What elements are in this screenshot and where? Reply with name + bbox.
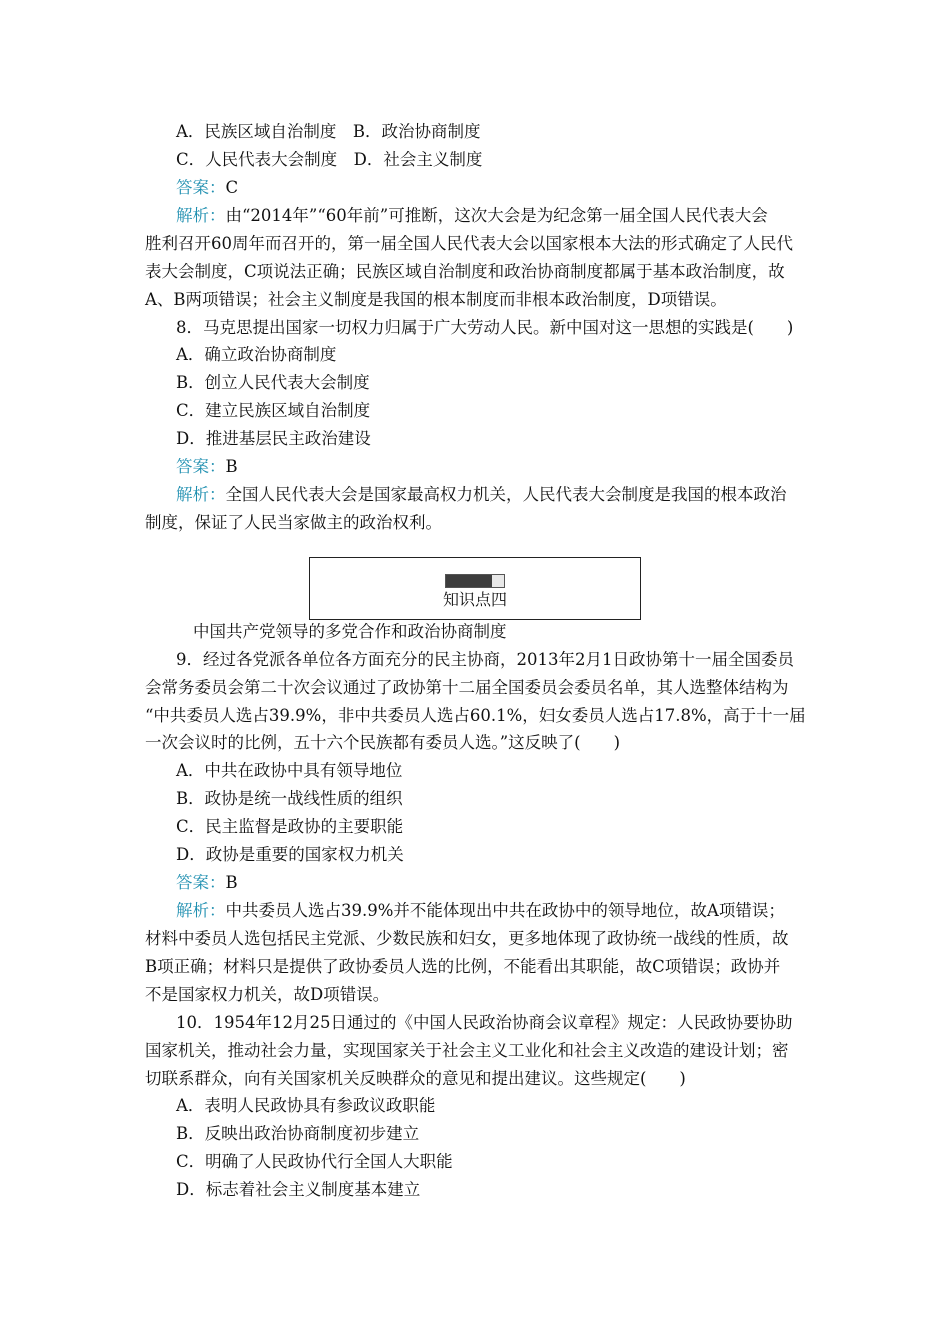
q7-analysis-line: 胜利召开60周年而召开的，第一届全国人民代表大会以国家根本大法的形式确定了人民代 bbox=[145, 234, 793, 253]
q10-stem-line: 国家机关，推动社会力量，实现国家关于社会主义工业化和社会主义改造的建设计划；密 bbox=[145, 1041, 789, 1060]
analysis-label: 解析： bbox=[176, 901, 226, 920]
q8-stem: 8．马克思提出国家一切权力归属于广大劳动人民。新中国对这一思想的实践是( ) bbox=[176, 318, 794, 337]
q8-answer bbox=[0, 453, 950, 481]
q9-stem-line: “中共委员人选占39.9%，非中共委员人选占60.1%，妇女委员人选占17.8%，高于十一届 bbox=[145, 706, 806, 725]
knowledge-point-box bbox=[309, 557, 641, 620]
q10-option-d: D．标志着社会主义制度基本建立 bbox=[176, 1180, 421, 1199]
q7-option-a: A．民族区域自治制度 bbox=[176, 122, 337, 141]
q9-option-c: C．民主监督是政协的主要职能 bbox=[176, 817, 404, 836]
q10-stem-line: 切联系群众，向有关国家机关反映群众的意见和提出建议。这些规定( ) bbox=[145, 1069, 686, 1088]
q8-analysis-line: 解析：全国人民代表大会是国家最高权力机关，人民代表大会制度是我国的根本政治 bbox=[176, 485, 787, 504]
q10-stem-line: 10．1954年12月25日通过的《中国人民政治协商会议章程》规定：人民政协要协助 bbox=[176, 1013, 793, 1032]
q7-option-d: D．社会主义制度 bbox=[353, 150, 483, 169]
q9-analysis-line: 材料中委员人选包括民主党派、少数民族和妇女，更多地体现了政协统一战线的性质，故 bbox=[145, 929, 789, 948]
q10-option-c: C．明确了人民政协代行全国人大职能 bbox=[176, 1152, 453, 1171]
q8-option-d: D．推进基层民主政治建设 bbox=[176, 429, 371, 448]
q7-options-row-1 bbox=[0, 118, 950, 146]
q9-analysis-line: 解析：中共委员人选占39.9%并不能体现出中共在政协中的领导地位，故A项错误； bbox=[176, 901, 785, 920]
q10-option-b: B．反映出政治协商制度初步建立 bbox=[176, 1124, 420, 1143]
q9-analysis-line: B项正确；材料只是提供了政协委员人选的比例，不能看出其职能，故C项错误；政协并 bbox=[145, 957, 781, 976]
answer-value: C bbox=[225, 178, 239, 197]
analysis-label: 解析： bbox=[176, 206, 226, 225]
q7-analysis-line: 解析：由“2014年”“60年前”可推断，这次大会是为纪念第一届全国人民代表大会 bbox=[176, 206, 768, 225]
q9-answer bbox=[0, 869, 950, 897]
q7-option-c: C．人民代表大会制度 bbox=[176, 150, 338, 169]
q9-option-b: B．政协是统一战线性质的组织 bbox=[176, 789, 403, 808]
knowledge-point-title: 知识点四 bbox=[442, 590, 507, 609]
answer-value: B bbox=[225, 457, 238, 476]
q8-option-c: C．建立民族区域自治制度 bbox=[176, 401, 371, 420]
q7-analysis-line: 表大会制度，C项说法正确；民族区域自治制度和政治协商制度都属于基本政治制度，故 bbox=[145, 262, 785, 281]
analysis-label: 解析： bbox=[176, 485, 226, 504]
q9-stem-line: 会常务委员会第二十次会议通过了政协第十二届全国委员会委员名单，其人选整体结构为 bbox=[145, 678, 789, 697]
q7-options-row-2 bbox=[0, 146, 950, 174]
q9-stem-line: 一次会议时的比例，五十六个民族都有委员人选。”这反映了( ) bbox=[145, 733, 621, 752]
q7-analysis-line: A、B两项错误；社会主义制度是我国的根本制度而非根本政治制度，D项错误。 bbox=[145, 290, 727, 309]
q9-option-a: A．中共在政协中具有领导地位 bbox=[176, 761, 403, 780]
answer-label: 答案： bbox=[176, 178, 226, 197]
answer-label: 答案： bbox=[176, 457, 226, 476]
q9-analysis-line: 不是国家权力机关，故D项错误。 bbox=[145, 985, 390, 1004]
q8-option-a: A．确立政治协商制度 bbox=[176, 345, 337, 364]
q9-stem-line: 9．经过各党派各单位各方面充分的民主协商，2013年2月1日政协第十一届全国委员 bbox=[176, 650, 794, 669]
answer-label: 答案： bbox=[176, 873, 226, 892]
progress-bar-icon bbox=[445, 574, 505, 588]
q8-analysis-line: 制度，保证了人民当家做主的政治权利。 bbox=[145, 513, 442, 532]
q10-option-a: A．表明人民政协具有参政议政职能 bbox=[176, 1096, 436, 1115]
q7-answer bbox=[0, 174, 950, 202]
knowledge-point-subtitle: 中国共产党领导的多党合作和政治协商制度 bbox=[193, 622, 507, 641]
q8-option-b: B．创立人民代表大会制度 bbox=[176, 373, 370, 392]
answer-value: B bbox=[225, 873, 238, 892]
q7-option-b: B．政治协商制度 bbox=[352, 122, 481, 141]
q9-option-d: D．政协是重要的国家权力机关 bbox=[176, 845, 404, 864]
